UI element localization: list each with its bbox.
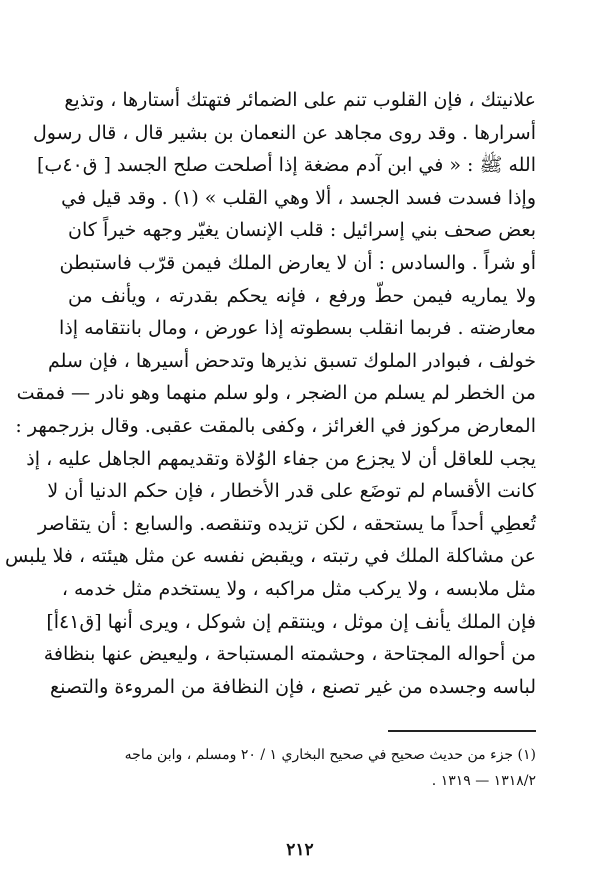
text-line: علانيتك ، فإن القلوب تنم على الضمائر فتهتك أستارها ، وتذيع: [64, 89, 536, 111]
text-line: مثل ملابسه ، ولا يركب مثل مراكبه ، ولا يستخدم مثل خدمه ،: [61, 577, 536, 600]
text-line: الله ﷺ : « في ابن آدم مضغة إذا أصلحت صلح الجسد [ ق٤٠ب]: [37, 154, 536, 177]
text-line: خولف ، فبوادر الملوك تسبق نذيرها وتدحض أسيرها ، فإن سلم: [47, 349, 536, 372]
text-line: لباسه وجسده من غير تصنع ، فإن النظافة من المروءة والتصنع: [50, 675, 536, 698]
text-line: عن مشاكلة الملك في رتبته ، ويقبض نفسه عن مثل هيئته ، فلا يلبس: [5, 545, 536, 568]
text-line: من أحواله المجتاحة ، وحشمته المستباحة ، وليعيض عنها بنظافة: [43, 643, 536, 666]
footnote-separator: [388, 730, 536, 732]
footnote-line: (١) جزء من حديث صحيح في صحيح البخاري ١ / ٢٠ ومسلم ، وابن ماجه: [124, 747, 536, 763]
text-line: وإذا فسدت فسد الجسد ، ألا وهي القلب » (١) . وقد قيل في: [61, 186, 536, 209]
text-line: فإن الملك يأنف إن موثل ، وينتقم إن شوكل ، ويرى أنها [ق٤١أ]: [46, 610, 536, 633]
page-number: ٢١٢: [286, 840, 314, 860]
text-line: كانت الأقسام لم توضَع على قدر الأخطار ، فإن حكم الدنيا أن لا: [47, 480, 536, 503]
text-line: ولا يماريه فيمن حطّ ورفع ، فإنه يحكم بقدرته ، ويأنف من: [68, 284, 536, 307]
text-line: تُعطِي أحداً ما يستحقه ، لكن تزيده وتنقصه. والسابع : أن يتقاصر: [37, 512, 536, 535]
footnotes: [76, 742, 536, 794]
text-line: المعارض مركوز في الغرائز ، وكفى بالمقت عقبى. وقال بزرجمهر :: [15, 414, 536, 437]
text-line: معارضته . فربما انقلب بسطوته إذا عورض ، ومال بانتقامه إذا: [59, 317, 536, 340]
text-line: أسرارها . وقد روى مجاهد عن النعمان بن بشير قال ، قال رسول: [32, 121, 536, 144]
text-line: أو شراً . والسادس : أن لا يعارض الملك فيمن قرّب فاستبطن: [59, 251, 536, 274]
text-line: من الخطر لم يسلم من الضجر ، ولو سلم منهما وهو نادر — فمقت: [16, 382, 536, 405]
text-line: بعض صحف بني إسرائيل : قلب الإنسان يغيّر وجهه خيراً كان: [68, 219, 536, 242]
body-text: [5, 84, 536, 703]
text-line: يجب للعاقل أن لا يجزع من جفاء الوُلاة وتقديمهم الجاهل عليه ، إذ: [26, 447, 536, 470]
footnote-line: ١٣١٨/٢ — ١٣١٩ .: [431, 773, 536, 789]
